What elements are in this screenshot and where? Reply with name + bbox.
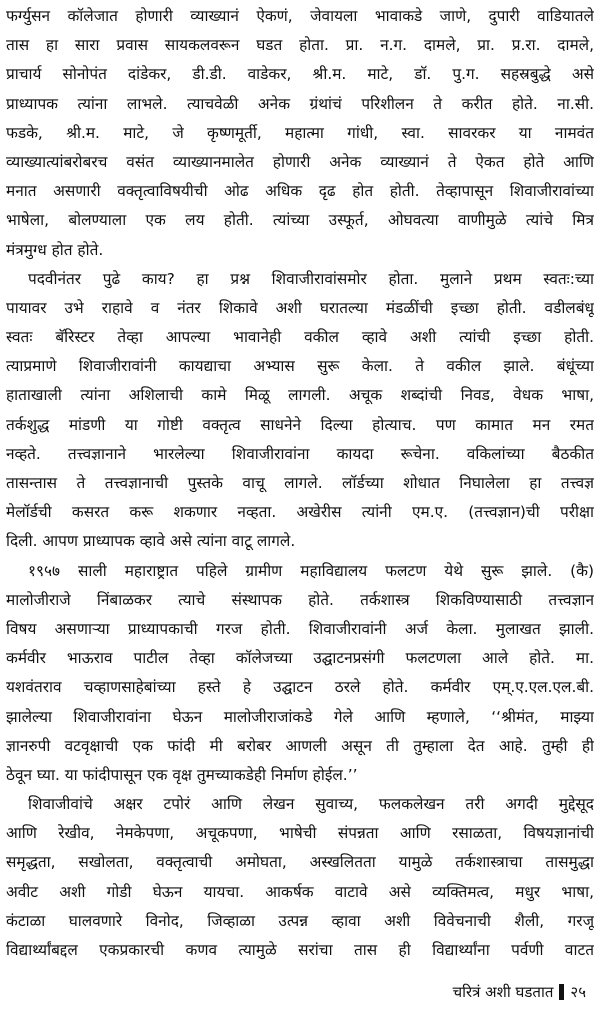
text-line: झालेल्या शिवाजीरावांना घेऊन मालोजीराजांकडे गेले आणि म्हणाले, ‘‘श्रीमंत, माझ्या bbox=[6, 707, 594, 726]
text-line: ज्ञानरुपी वटवृक्षाची एक फांदी मी बरोबर आणली असून ती तुम्हाला देत आहे. तुम्ही ही bbox=[6, 736, 594, 755]
running-title: चरित्रं अशी घडतात bbox=[452, 983, 554, 1001]
text-line: तास हा सारा प्रवास सायकलवरून घडत होता. प्रा. न.ग. दामले, प्रा. प्र.रा. दामले, bbox=[6, 36, 594, 55]
text-line: स्वतः बॅरिस्टर तेव्हा आपल्या भावानेही वकील व्हावे अशी त्यांची इच्छा होती. bbox=[6, 328, 594, 347]
separator-bar-icon bbox=[559, 984, 564, 1000]
text-line: मंत्रमुग्ध होत होते. bbox=[6, 240, 104, 259]
text-line: १९५७ साली महाराष्ट्रात पहिले ग्रामीण महाविद्यालय फलटण येथे सुरू झाले. (कै) bbox=[28, 561, 594, 580]
text-line: विषय असणाऱ्या प्राध्यापकाची गरज होती. शिवाजीरावांनी अर्ज केला. मुलाखत झाली. bbox=[6, 619, 594, 638]
text-line: प्राचार्य सोनोपंत दांडेकर, डी.डी. वाडेकर, श्री.म. माटे, डॉ. पु.ग. सहस्रबुद्धे असे bbox=[6, 65, 594, 84]
text-line: यशवंतराव चव्हाणसाहेबांच्या हस्ते हे उद्घाटन ठरले होते. कर्मवीर एम्.ए.एल.एल.बी. bbox=[6, 678, 594, 697]
text-line: समृद्धता, सखोलता, वक्तृत्वाची अमोघता, अस्खलितता यामुळे तर्कशास्त्राचा तासमुद्धा bbox=[6, 853, 594, 872]
text-line: मनात असणारी वक्तृत्वाविषयीची ओढ अधिक दृढ होत होती. तेव्हापासून शिवाजीरावांच्या bbox=[6, 182, 594, 201]
text-line: पायावर उभे राहावे व नंतर शिकावे अशी घरातल्या मंडळींची इच्छा होती. वडीलबंधू bbox=[6, 298, 594, 317]
page-footer bbox=[453, 982, 586, 1002]
text-line: तर्कशुद्ध मांडणी या गोष्टी वक्तृत्व साधनेने दिल्या होत्याच. पण कामात मन रमत bbox=[6, 415, 594, 434]
text-line: फडके, श्री.म. माटे, जे कृष्णमूर्ती, महात्मा गांधी, स्वा. सावरकर या नामवंत bbox=[6, 123, 594, 142]
book-page bbox=[6, 2, 594, 1012]
text-line: कंटाळा घालवणारे विनोद, जिव्हाळा उत्पन्न व्हावा अशी विवेचनाची शैली, गरजू bbox=[6, 911, 594, 930]
text-line: मेलॉर्डची कसरत करू शकणार नव्हता. अखेरीस त्यांनी एम.ए. (तत्त्वज्ञान)ची परीक्षा bbox=[6, 503, 594, 522]
text-line: विद्यार्थ्यांबद्दल एकप्रकारची कणव त्यामुळे सरांचा तास ही विद्यार्थ्यांना पर्वणी वाटत bbox=[6, 941, 594, 959]
text-line: पदवीनंतर पुढे काय? हा प्रश्न शिवाजीरावांसमोर होता. मुलाने प्रथम स्वतः:च्या bbox=[28, 269, 594, 288]
text-line: दिली. आपण प्राध्यापक व्हावे असे त्यांना वाटू लागले. bbox=[6, 532, 296, 551]
text-line: शिवाजीवांचे अक्षर टपोरं आणि लेखन सुवाच्य, फलकलेखन तरी अगदी मुद्देसूद bbox=[28, 795, 594, 814]
text-line: भाषेला, बोलण्याला एक लय होती. त्यांच्या उस्फूर्त, ओघवत्या वाणीमुळे त्यांचे मित्र bbox=[6, 211, 594, 230]
paragraph-4 bbox=[6, 790, 594, 965]
paragraph-2 bbox=[6, 265, 594, 557]
text-line: तासन्तास ते तत्त्वज्ञानाची पुस्तके वाचू लागले. लॉर्डच्या शोधात निघालेला हा तत्त्वज्ञ bbox=[6, 474, 594, 492]
text-line: फर्ग्युसन कॉलेजात होणारी व्याख्यानं ऐकणं, जेवायला भावाकडे जाणे, दुपारी वाडियातले bbox=[6, 7, 594, 25]
text-line: कर्मवीर भाऊराव पाटील तेव्हा कॉलेजच्या उद्घाटनप्रसंगी फलटणला आले होते. मा. bbox=[6, 649, 594, 668]
text-line: व्याख्यात्यांबरोबरच वसंत व्याख्यानमालेत होणारी अनेक व्याख्यानं ते ऐकत होते आणि bbox=[6, 152, 594, 171]
text-line: आणि रेखीव, नेमकेपणा, अचूकपणा, भाषेची संपन्नता आणि रसाळता, विषयज्ञानांची bbox=[6, 824, 594, 843]
text-line: त्याप्रमाणे शिवाजीरावांनी कायद्याचा अभ्यास सुरू केला. ते वकील झाले. बंधूंच्या bbox=[6, 357, 594, 376]
text-line: हाताखाली त्यांना अशिलाची कामे मिळू लागली. अचूक शब्दांची निवड, वेधक भाषा, bbox=[6, 386, 594, 405]
text-line: नव्हते. तत्त्वज्ञानाने भारलेल्या शिवाजीरावांना कायदा रूचेना. वकिलांच्या बैठकीत bbox=[6, 444, 594, 463]
text-line: ठेवून घ्या. या फांदीपासून एक वृक्ष तुमच्याकडेही निर्माण होईल.’’ bbox=[6, 765, 358, 784]
text-line: मालोजीराजे निंबाळकर त्याचे संस्थापक होते. तर्कशास्त्र शिकविण्यासाठी तत्त्वज्ञान bbox=[6, 590, 594, 609]
text-line: अवीट अशी गोडी घेऊन यायचा. आकर्षक वाटावे असे व्यक्तिमत्व, मधुर भाषा, bbox=[6, 882, 594, 901]
text-line: प्राध्यापक त्यांना लाभले. त्याचवेळी अनेक ग्रंथांचं परिशीलन ते करीत होते. ना.सी. bbox=[6, 94, 594, 113]
paragraph-3 bbox=[6, 557, 594, 791]
page-number: २५ bbox=[570, 983, 586, 1001]
body-text bbox=[6, 2, 594, 965]
paragraph-1 bbox=[6, 2, 594, 265]
